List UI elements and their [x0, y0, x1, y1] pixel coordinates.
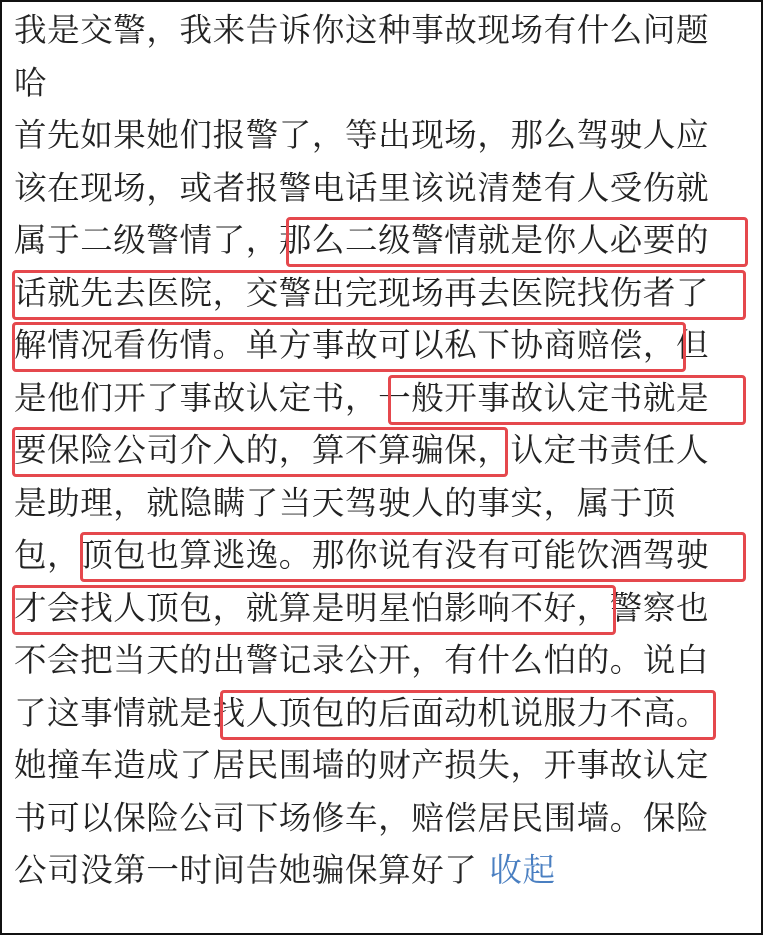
text-line: 属于二级警情了，那么二级警情就是你人必要的	[14, 214, 754, 267]
collapse-link[interactable]: 收起	[489, 851, 556, 889]
text-line: 话就先去医院，交警出完现场再去医院找伤者了	[14, 267, 754, 320]
text-line: 该在现场，或者报警电话里该说清楚有人受伤就	[14, 168, 710, 207]
text-line: 是助理，就隐瞒了当天驾驶人的事实，属于顶	[14, 483, 677, 522]
text-line: 了这事情就是找人顶包的后面动机说服力不高。	[14, 687, 754, 740]
text-line: 书可以保险公司下场修车，赔偿居民围墙。保险	[14, 798, 710, 837]
text-line: 哈	[14, 63, 48, 102]
text-line: 首先如果她们报警了，等出现场，那么驾驶人应	[14, 116, 710, 154]
text-line: 她撞车造成了居民围墙的财产损失，开事故认定	[14, 746, 710, 784]
text-line: 才会找人顶包，就算是明星怕影响不好，警察也	[14, 582, 754, 635]
text-line: 不会把当天的出警记录公开，有什么怕的。说白	[14, 641, 710, 679]
text-line: 包，顶包也算逃逸。那你说有没有可能饮酒驾驶	[14, 529, 754, 582]
text-line: 要保险公司介入的，算不算骗保，认定书责任人	[14, 424, 754, 477]
text-line: 解情况看伤情。单方事故可以私下协商赔偿，但	[14, 319, 754, 372]
text-line: 我是交警，我来告诉你这种事故现场有什么问题	[14, 11, 710, 49]
comment-text	[14, 4, 754, 897]
text-line: 是他们开了事故认定书，一般开事故认定书就是	[14, 372, 754, 425]
text-line: 公司没第一时间告她骗保算好了 收起	[14, 851, 556, 889]
